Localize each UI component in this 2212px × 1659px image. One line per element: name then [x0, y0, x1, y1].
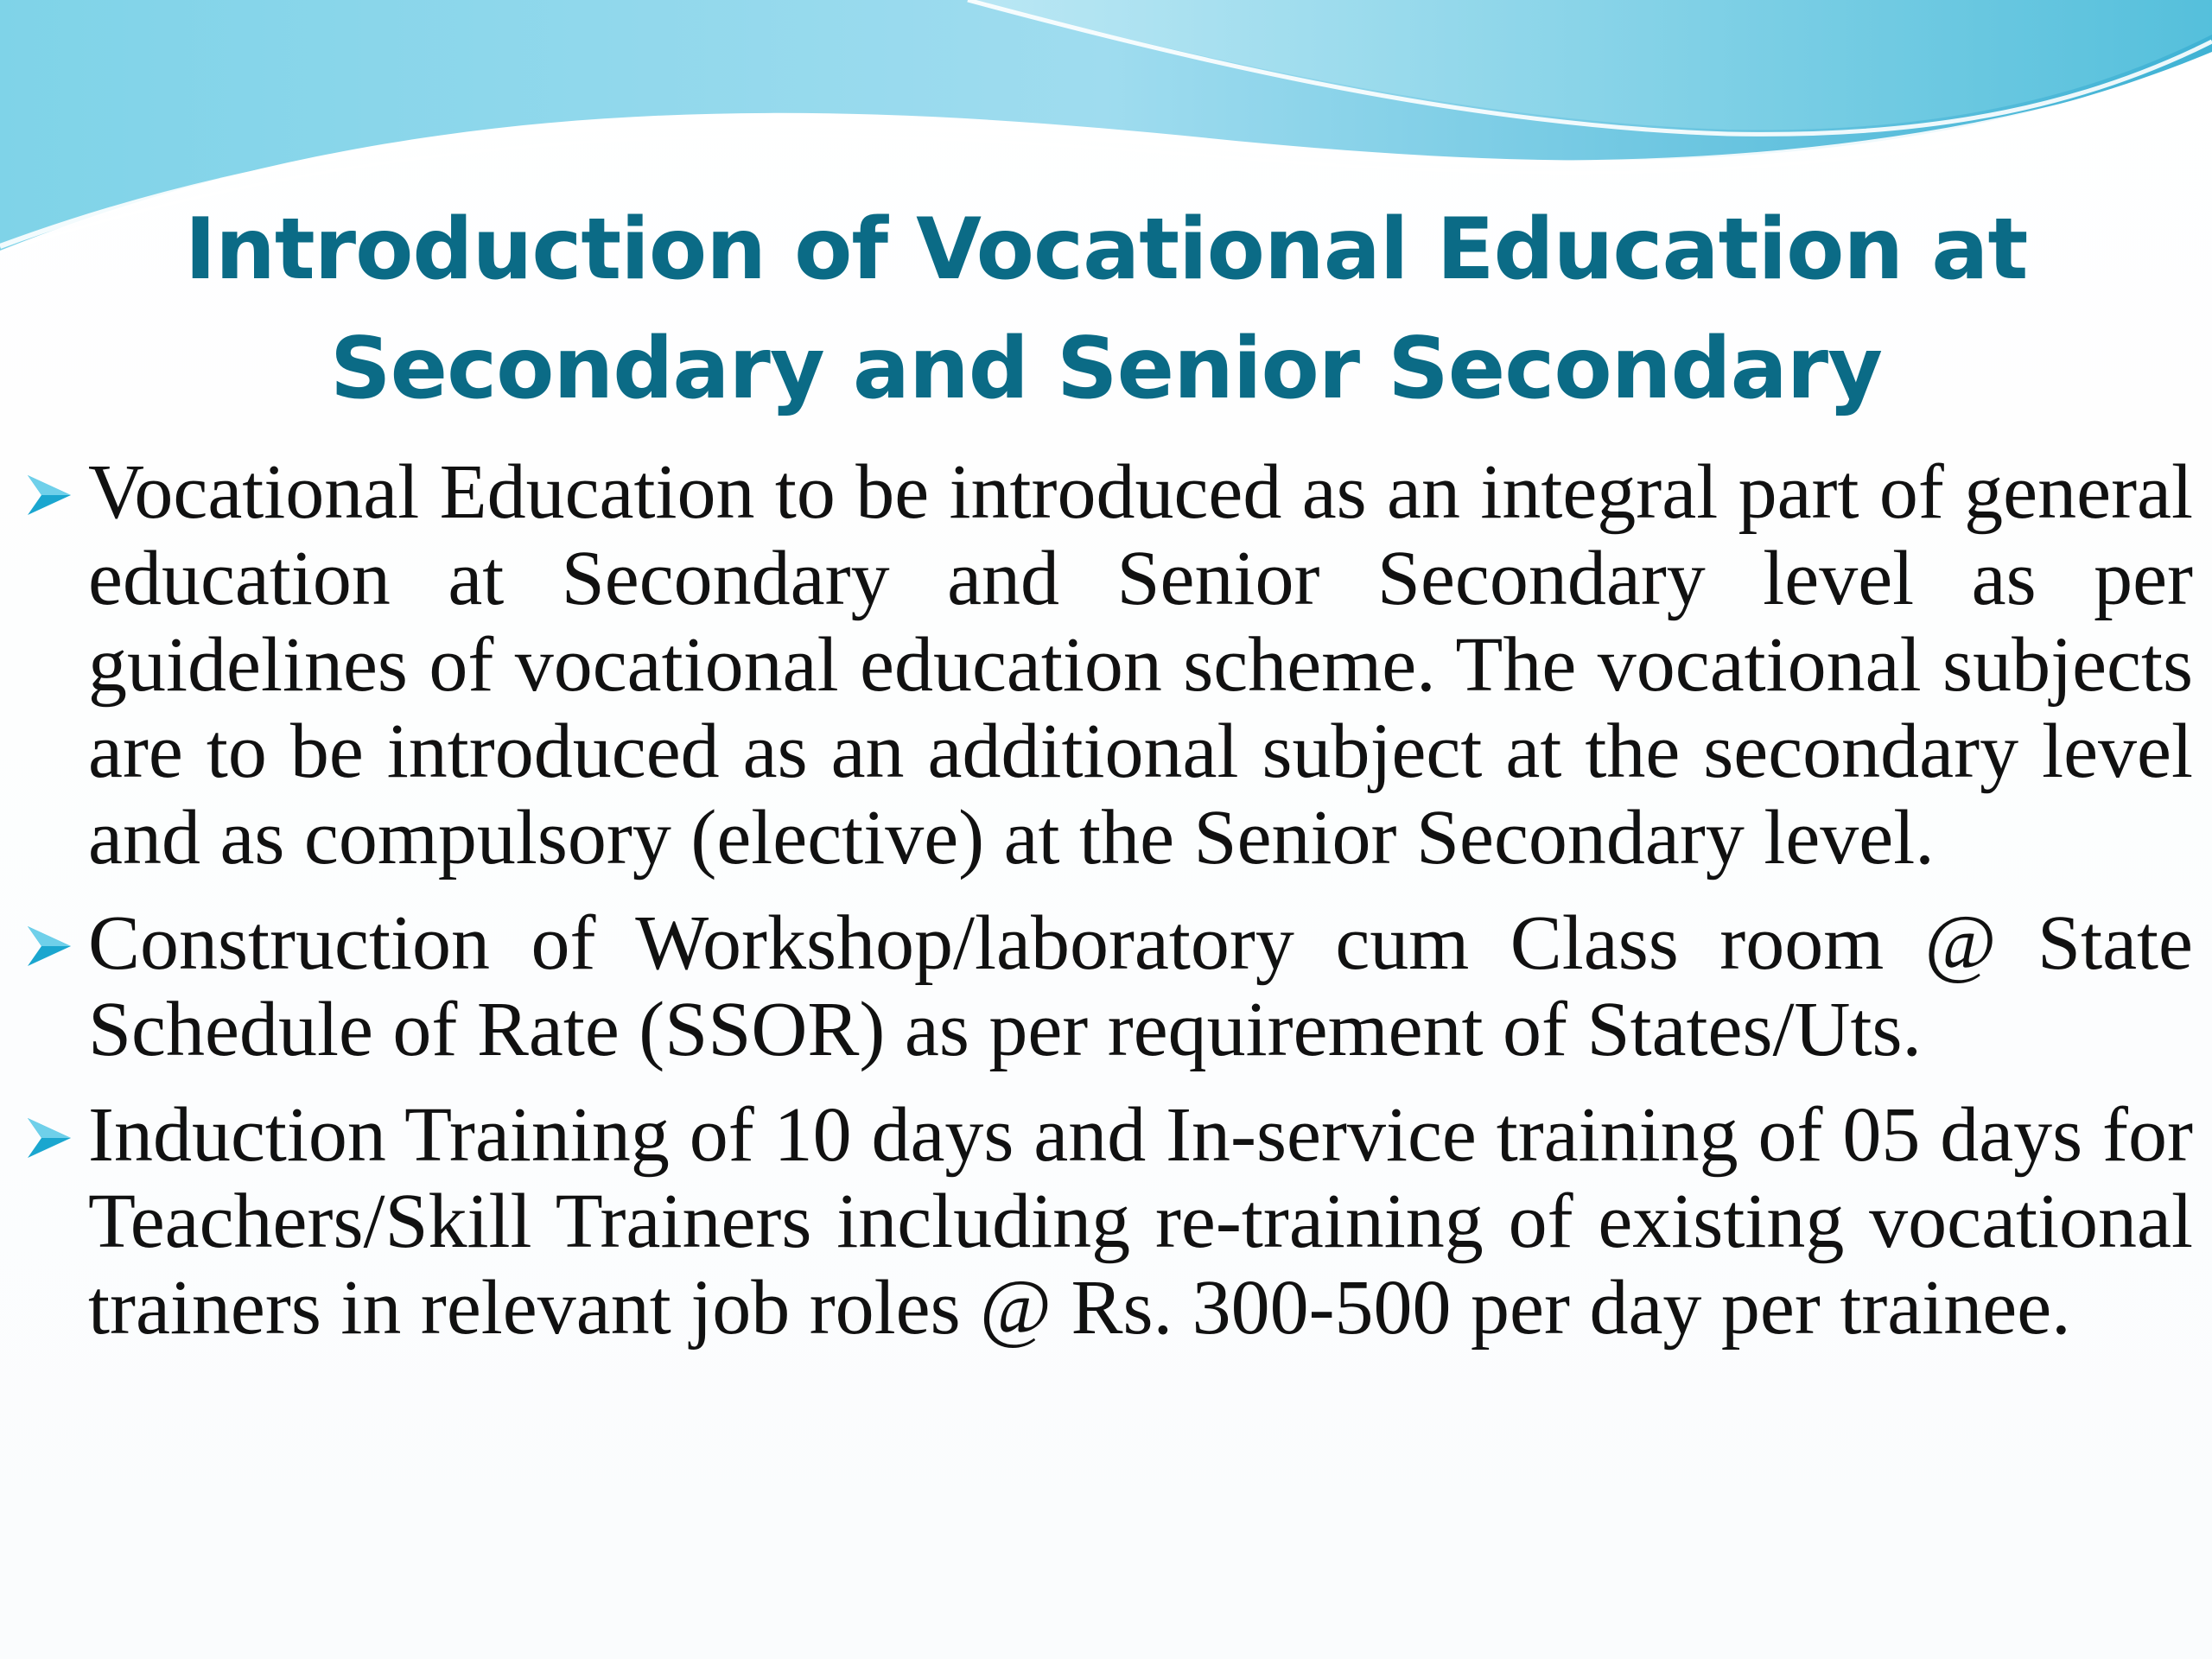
- bullet-text: Vocational Education to be introduced as an integral part of general education at Secondary and Senior Secondary level as per guidelines of vocational education scheme. The vocational subjects are to be introduced as an additional subject at the secondary level and as compulsory (elective) at the Senior Secondary level.: [88, 449, 2193, 880]
- bullet-item: [24, 1092, 2193, 1351]
- slide-title-line-2: Secondary and Senior Secondary: [330, 320, 1882, 418]
- arrow-bullet-icon: [24, 923, 74, 969]
- slide-title: [0, 190, 2212, 429]
- bullet-text: Induction Training of 10 days and In-service training of 05 days for Teachers/Skill Trainers including re-training of existing vocational trainers in relevant job roles @ Rs. 300-500 per day per trainee.: [88, 1092, 2193, 1351]
- bullet-text: Construction of Workshop/laboratory cum Class room @ State Schedule of Rate (SSOR) as per requirement of States/Uts.: [88, 900, 2193, 1072]
- bullet-list: [24, 449, 2193, 1370]
- bullet-item: [24, 900, 2193, 1073]
- arrow-bullet-icon: [24, 472, 74, 518]
- arrow-bullet-icon: [24, 1115, 74, 1161]
- bullet-item: [24, 449, 2193, 881]
- slide-title-line-1: Introduction of Vocational Education at: [184, 200, 2028, 299]
